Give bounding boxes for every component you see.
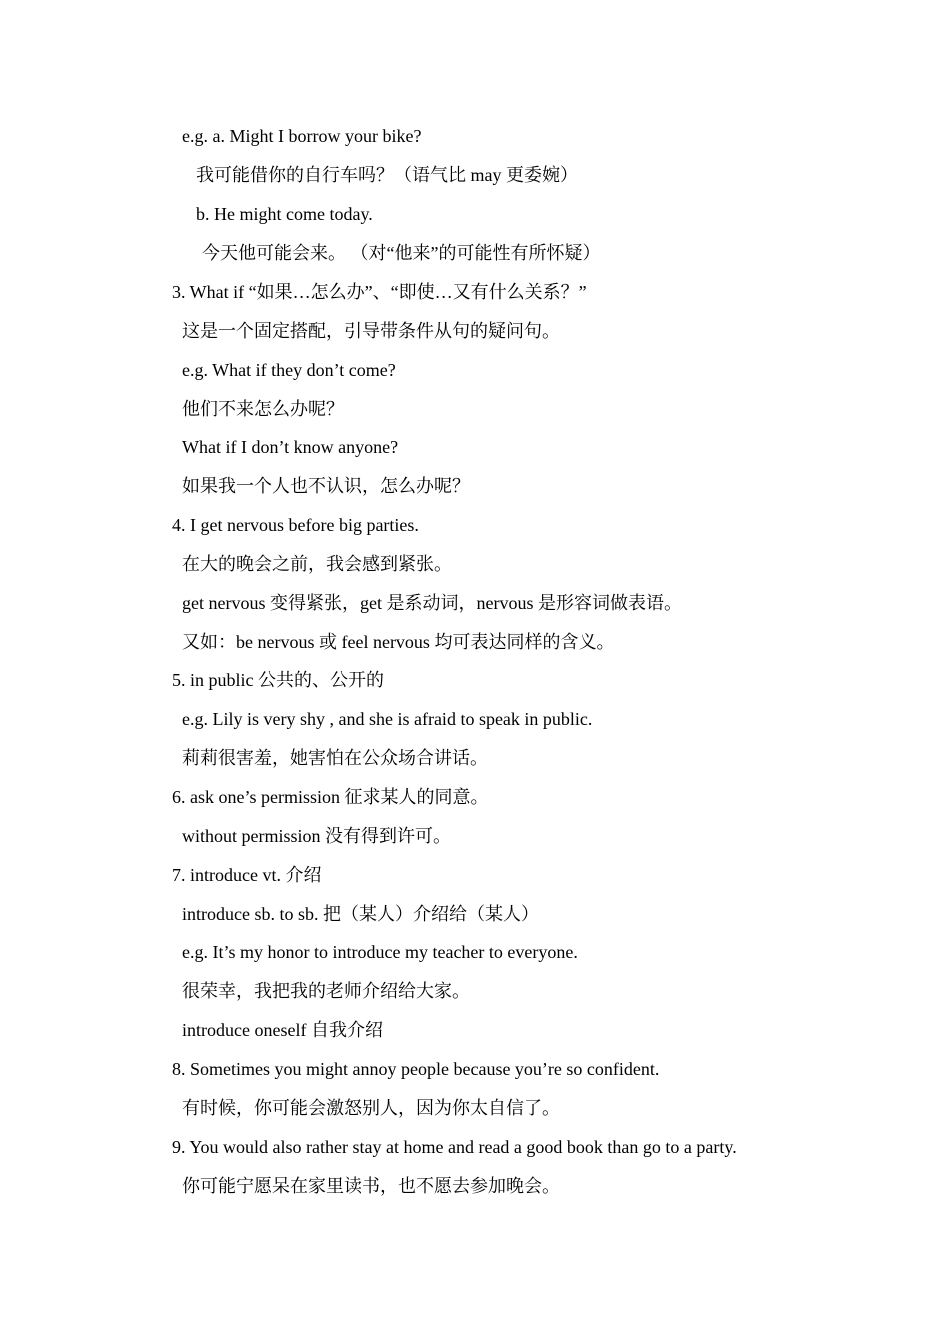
translation-line: 他们不来怎么办呢？ [182, 399, 344, 419]
point-heading: 7. introduce vt. 介绍 [172, 865, 322, 885]
explanation-line: introduce oneself 自我介绍 [182, 1020, 383, 1040]
translation-line: 很荣幸，我把我的老师介绍给大家。 [182, 981, 470, 1001]
point-heading: 9. You would also rather stay at home and read a good book than go to a party. [172, 1137, 737, 1157]
point-heading: 5. in public 公共的、公开的 [172, 670, 384, 690]
translation-line: 在大的晚会之前，我会感到紧张。 [182, 554, 452, 574]
translation-line: 如果我一个人也不认识，怎么办呢？ [182, 476, 470, 496]
example-line: e.g. a. Might I borrow your bike? [182, 126, 422, 146]
explanation-line: without permission 没有得到许可。 [182, 826, 451, 846]
translation-line: 你可能宁愿呆在家里读书，也不愿去参加晚会。 [182, 1176, 560, 1196]
example-line: e.g. What if they don’t come? [182, 360, 396, 380]
translation-line: 有时候，你可能会激怒别人，因为你太自信了。 [182, 1098, 560, 1118]
explanation-line: 这是一个固定搭配，引导带条件从句的疑问句。 [182, 321, 560, 341]
example-line: e.g. Lily is very shy , and she is afraid to speak in public. [182, 709, 593, 729]
example-line: What if I don’t know anyone? [182, 437, 399, 457]
point-heading: 4. I get nervous before big parties. [172, 515, 419, 535]
point-heading: 8. Sometimes you might annoy people because you’re so confident. [172, 1059, 660, 1079]
translation-line: 我可能借你的自行车吗？（语气比 may 更委婉） [196, 165, 578, 185]
explanation-line: 又如：be nervous 或 feel nervous 均可表达同样的含义。 [182, 632, 615, 652]
explanation-line: get nervous 变得紧张，get 是系动词，nervous 是形容词做表语。 [182, 593, 682, 613]
example-line: e.g. It’s my honor to introduce my teacher to everyone. [182, 942, 578, 962]
point-heading: 6. ask one’s permission 征求某人的同意。 [172, 787, 489, 807]
example-line: b. He might come today. [196, 204, 373, 224]
point-heading: 3. What if “如果…怎么办”、“即使…又有什么关系？” [172, 282, 587, 302]
translation-line: 今天他可能会来。 （对“他来”的可能性有所怀疑） [202, 243, 601, 263]
translation-line: 莉莉很害羞，她害怕在公众场合讲话。 [182, 748, 488, 768]
explanation-line: introduce sb. to sb. 把（某人）介绍给（某人） [182, 904, 539, 924]
